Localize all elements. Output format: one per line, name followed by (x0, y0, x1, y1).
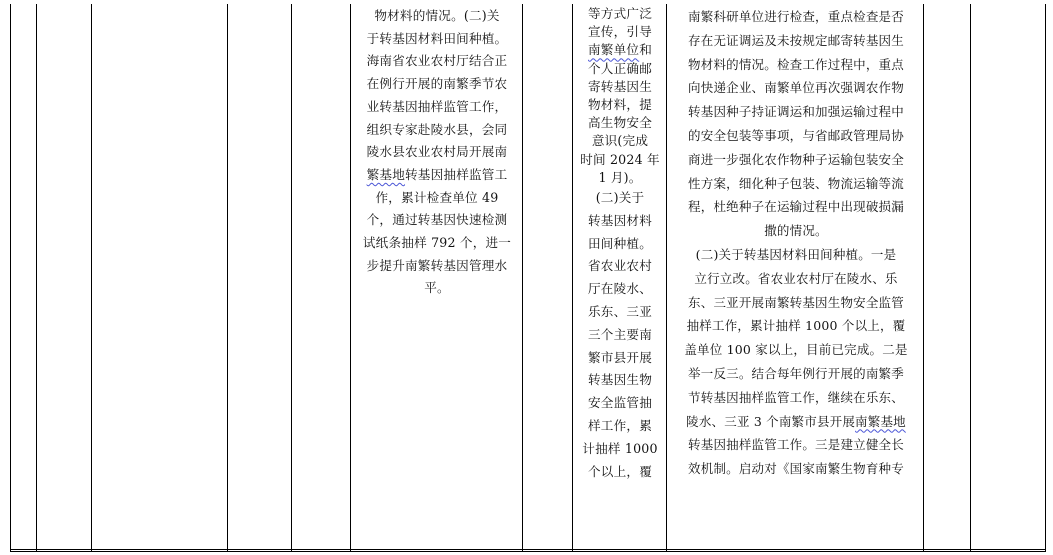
completion-line: 商进一步强化农作物种子运输包装安全 (688, 151, 904, 167)
completion-line: 向快递企业、南繁单位再次强调农作物 (688, 80, 904, 96)
completion-line: 立行立改。省农业农村厅在陵水、乐 (694, 270, 898, 286)
col-line-2 (36, 4, 37, 552)
measures-line: 寄转基因生 (588, 78, 652, 94)
rectification-line: 平。 (424, 280, 450, 296)
table-bottom-border (10, 549, 1046, 550)
col-line-7 (522, 4, 523, 552)
completion-line: 的安全包装等事项，与省邮政管理局协 (688, 127, 904, 143)
completion-line: 举一反三。结合每年例行开展的南繁季 (688, 365, 904, 381)
rectification-line: 在例行开展的南繁季节农 (366, 76, 508, 92)
rectification-line: 业转基因抽样监管工作， (366, 98, 508, 114)
col-line-1 (10, 4, 11, 552)
measures-line: 田间种植。 (588, 235, 652, 251)
rectification-line: 于转基因材料田间种植。 (366, 30, 508, 46)
measures-line: 时间 2024 年 (580, 151, 660, 167)
measures-text-bottom (574, 187, 666, 483)
rectification-line: 繁基地转基因抽样监管工 (366, 166, 508, 182)
col-line-8 (572, 4, 573, 552)
cell-rectification-progress (352, 5, 522, 300)
rectification-line: 陵水县农业农村局开展南 (366, 144, 508, 160)
measures-line: (二)关于 (595, 190, 645, 206)
col-line-12 (1045, 4, 1046, 552)
measures-line: 等方式广泛 (588, 6, 652, 21)
completion-text (668, 5, 924, 481)
measures-line: 样工作，累 (588, 418, 652, 433)
spellcheck-underline: 南繁单位 (588, 42, 640, 58)
completion-line: 转基因种子持证调运和加强运输过程中 (688, 104, 904, 120)
completion-line: 物材料的情况。检查工作过程中，重点 (688, 56, 904, 72)
spellcheck-underline: 繁基地 (366, 166, 406, 182)
completion-line: 性方案，细化种子包装、物流运输等流 (688, 175, 904, 191)
completion-line: 效机制。启动对《国家南繁生物育种专 (688, 461, 904, 477)
rectification-line: 作，累计检查单位 49 (375, 189, 499, 205)
measures-line: 省农业农村 (588, 258, 652, 274)
col-line-9 (666, 4, 667, 552)
measures-line: 厅在陵水、 (588, 281, 652, 297)
measures-line: 个人正确邮 (588, 60, 652, 76)
cell-completion-status (668, 5, 924, 481)
measures-line: 乐东、三亚 (588, 304, 652, 320)
measures-line: 南繁单位和 (588, 42, 652, 58)
col-line-11 (970, 4, 971, 552)
measures-line: 繁市县开展 (588, 349, 652, 365)
rectification-line: 组织专家赴陵水县，会同 (366, 121, 508, 137)
completion-line: (二)关于转基因材料田间种植。一是 (695, 246, 897, 262)
measures-line: 安全监管抽 (588, 395, 652, 411)
rectification-line: 个，通过转基因快速检测 (366, 212, 508, 228)
rectification-line: 物材料的情况。(二)关 (374, 8, 500, 23)
measures-text-top (574, 5, 666, 187)
col-line-4 (227, 4, 228, 552)
measures-line: 高生物安全 (588, 115, 652, 131)
completion-line: 转基因抽样监管工作。三是建立健全长 (688, 437, 904, 453)
completion-line: 抽样工作，累计抽样 1000 个以上，覆 (686, 318, 906, 334)
completion-line: 南繁科研单位进行检查，重点检查是否 (688, 9, 904, 24)
measures-line: 物材料，提 (588, 97, 652, 113)
measures-line: 转基因生物 (588, 372, 652, 388)
completion-line: 撒的情况。 (764, 223, 828, 239)
completion-line: 节转基因抽样监管工作，继续在乐东、 (688, 389, 904, 405)
rectification-line: 海南省农业农村厅结合正 (366, 53, 508, 69)
measures-line: 计抽样 1000 (582, 440, 658, 456)
measures-line: 意识(完成 (591, 133, 649, 149)
rectification-line: 步提升南繁转基因管理水 (366, 257, 508, 273)
spellcheck-underline: 南繁基地 (855, 413, 906, 429)
rectification-line: 试纸条抽样 792 个，进一 (362, 235, 512, 251)
completion-line: 程，杜绝种子在运输过程中出现破损漏 (688, 199, 904, 215)
completion-line: 盖单位 100 家以上，目前已完成。二是 (684, 342, 908, 358)
table-bottom-border-double (10, 551, 1046, 552)
cell-measures (574, 5, 666, 483)
measures-line: 转基因材料 (588, 212, 652, 228)
completion-line: 东、三亚开展南繁转基因生物安全监管 (688, 294, 904, 310)
completion-line: 存在无证调运及未按规定邮寄转基因生 (688, 32, 904, 48)
col-line-3 (91, 4, 92, 552)
completion-line: 陵水、三亚 3 个南繁市县开展南繁基地 (686, 413, 906, 429)
col-line-5 (291, 4, 292, 552)
measures-line: 个以上，覆 (588, 463, 652, 479)
rectification-text (352, 5, 522, 300)
col-line-6 (350, 4, 351, 552)
measures-line: 1 月)。 (598, 169, 642, 185)
measures-line: 三个主要南 (588, 326, 652, 342)
measures-line: 宣传，引导 (588, 24, 652, 40)
